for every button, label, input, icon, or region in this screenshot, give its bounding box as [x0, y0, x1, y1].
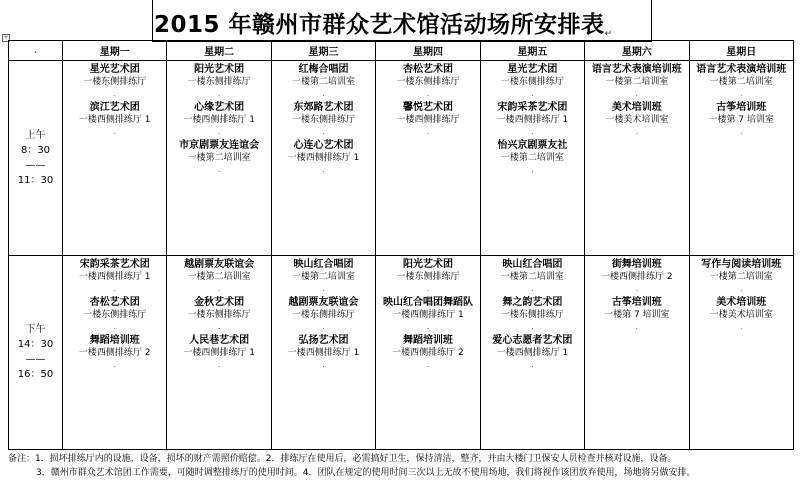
paragraph-mark: . [531, 359, 534, 369]
schedule-entry [481, 63, 584, 99]
schedule-entry [167, 296, 270, 332]
paragraph-mark: . [217, 359, 221, 369]
period-dash: —— [25, 159, 46, 171]
schedule-entry [63, 258, 166, 294]
paragraph-mark: . [531, 127, 534, 136]
header-row [9, 41, 794, 61]
group-name: 古筝培训班 [716, 102, 767, 113]
room-name: 一楼西侧排练厅 1 [287, 347, 360, 358]
page-title-text: 2015 年赣州市群众艺术馆活动场所安排表 [154, 12, 605, 38]
schedule-cell [689, 61, 793, 256]
paragraph-mark: . [739, 283, 743, 293]
day-header-mon: 星期一 [63, 41, 167, 61]
schedule-entry [585, 101, 688, 137]
schedule-entry [585, 63, 688, 99]
group-name: 舞蹈培训班 [89, 334, 140, 346]
schedule-cell [167, 61, 271, 256]
group-name: 滨江艺术团 [89, 102, 140, 113]
period-label: 上午 [25, 129, 46, 141]
schedule-entry [481, 101, 584, 137]
room-name: 一楼第二培训室 [500, 271, 564, 282]
room-name: 一楼西侧排练厅 1 [287, 153, 360, 163]
group-name: 心缘艺术团 [194, 102, 245, 113]
room-name: 一楼东侧排练厅 [83, 309, 147, 320]
room-name: 一楼西侧排练厅 1 [496, 115, 569, 125]
schedule-entry [376, 296, 479, 332]
room-name: 一楼西侧排练厅 1 [78, 115, 151, 125]
page-title [154, 6, 654, 39]
paragraph-mark: . [635, 283, 639, 293]
paragraph-mark: . [531, 321, 534, 331]
notes-line-2: 3．赣州市群众艺术馆团工作需要，可随时调整排练厅的使用时间。4．团队在规定的使用时间三次以上无故不使用场地，我们将视作该团放弃使用，场地将另做安排。 [36, 468, 696, 478]
room-name: 一楼第 7 培训室 [604, 309, 670, 320]
group-name: 心连心艺术团 [293, 140, 354, 151]
group-name: 弘扬艺术团 [298, 334, 349, 346]
schedule-entry [63, 63, 166, 99]
schedule-entry [376, 63, 479, 99]
group-name: 宋韵采茶艺术团 [79, 258, 150, 270]
group-name: 杏松艺术团 [402, 64, 453, 75]
afternoon-row [9, 255, 794, 450]
schedule-entry [690, 101, 793, 137]
group-name: 映山红合唱团 [293, 258, 354, 270]
schedule-cell [167, 255, 271, 450]
group-name: 古筝培训班 [611, 296, 662, 308]
paragraph-mark: . [113, 321, 116, 331]
schedule-entry [167, 139, 270, 175]
group-name: 金秋艺术团 [194, 296, 245, 308]
period-cell [9, 255, 63, 450]
paragraph-mark: . [739, 127, 743, 136]
period-time-end: 16：50 [17, 369, 54, 381]
room-name: 一楼西侧排练厅 2 [392, 347, 464, 358]
group-name: 越剧票友联谊会 [288, 296, 359, 308]
paragraph-mark: . [739, 321, 743, 331]
paragraph-mark: . [217, 165, 221, 174]
schedule-entry [272, 334, 375, 370]
room-name: 一楼东侧排练厅 [292, 115, 356, 125]
paragraph-mark: . [322, 359, 325, 369]
room-name: 一楼美术培训室 [605, 115, 669, 125]
group-name: 阳光艺术团 [194, 64, 245, 75]
schedule-entry [272, 296, 375, 332]
room-name: 一楼第二培训室 [709, 77, 773, 87]
corner-cell: . [9, 41, 63, 61]
day-header-tue: 星期二 [167, 41, 271, 61]
schedule-entry [63, 334, 166, 370]
room-name: 一楼西侧排练厅 1 [392, 309, 464, 320]
group-name: 星光艺术团 [507, 64, 558, 75]
paragraph-mark: . [426, 127, 430, 136]
room-name: 一楼西侧排练厅 [396, 115, 460, 125]
day-header-fri: 星期五 [480, 41, 584, 61]
schedule-entry [376, 258, 479, 294]
period-time-end: 11：30 [17, 174, 54, 186]
notes-line-1: 备注：1．损坏排练厅内的设施，设备，损坏的财产需照价赔偿。2．排练厅在使用后，必需搞好卫生，保持清洁，整齐，并由大楼门卫保安人员检查并核对设施，设备。 [8, 454, 677, 464]
room-name: 一楼第二培训室 [292, 77, 356, 87]
day-header-sat: 星期六 [585, 41, 689, 61]
period-time-start: 8：30 [20, 144, 51, 156]
day-header-thu: 星期四 [376, 41, 480, 61]
schedule-entry [376, 334, 479, 370]
schedule-entry [272, 139, 375, 175]
period-time-start: 14：30 [17, 339, 54, 351]
room-name: 一楼西侧排练厅 2 [78, 347, 151, 358]
schedule-cell [271, 255, 375, 450]
schedule-entry [481, 334, 584, 370]
schedule-cell [689, 255, 793, 450]
schedule-entry [481, 258, 584, 294]
room-name: 一楼东侧排练厅 [396, 77, 460, 87]
schedule-entry [481, 296, 584, 332]
room-name: 一楼西侧排练厅 1 [78, 271, 151, 282]
room-name: 一楼第二培训室 [187, 153, 251, 163]
paragraph-mark: . [635, 127, 639, 136]
room-name: 一楼第 7 培训室 [708, 115, 774, 125]
paragraph-mark: . [635, 89, 639, 98]
schedule-table [8, 40, 794, 450]
group-name: 美术培训班 [611, 102, 662, 113]
schedule-entry [167, 101, 270, 137]
group-name: 语言艺术表演培训班 [696, 64, 787, 75]
paragraph-mark: . [217, 321, 221, 331]
group-name: 红梅合唱团 [298, 64, 349, 75]
room-name: 一楼东侧排练厅 [187, 77, 251, 87]
paragraph-mark: . [739, 89, 743, 98]
paragraph-mark: . [217, 283, 221, 293]
room-name: 一楼美术培训室 [709, 309, 773, 320]
group-name: 美术培训班 [716, 296, 767, 308]
group-name: 映山红合唱团舞蹈队 [382, 296, 473, 308]
group-name: 爱心志愿者艺术团 [492, 334, 573, 346]
paragraph-mark: . [113, 127, 116, 136]
schedule-entry [167, 63, 270, 99]
schedule-cell [480, 255, 584, 450]
room-name: 一楼西侧排练厅 1 [496, 347, 569, 358]
move-handle-icon[interactable]: + [3, 34, 9, 41]
group-name: 阳光艺术团 [402, 258, 453, 270]
paragraph-mark: . [113, 359, 116, 369]
paragraph-mark: . [322, 165, 325, 174]
room-name: 一楼第二培训室 [709, 271, 773, 282]
group-name: 舞之韵艺术团 [502, 296, 563, 308]
room-name: 一楼东侧排练厅 [500, 77, 564, 87]
schedule-cell [480, 61, 584, 256]
schedule-entry [63, 296, 166, 332]
paragraph-mark: . [322, 127, 325, 136]
schedule-cell [271, 61, 375, 256]
paragraph-mark: . [113, 283, 116, 293]
schedule-entry [167, 334, 270, 370]
period-cell [9, 61, 63, 256]
group-name: 怡兴京剧票友社 [497, 140, 568, 151]
paragraph-mark: . [322, 89, 325, 98]
room-name: 一楼西侧排练厅 1 [183, 347, 255, 358]
group-name: 东郊路艺术团 [293, 102, 354, 113]
schedule-cell [376, 255, 480, 450]
paragraph-mark: . [426, 321, 430, 331]
schedule-entry [690, 63, 793, 99]
schedule-entry [376, 101, 479, 137]
paragraph-mark-icon: ↵ [604, 29, 613, 39]
schedule-cell [585, 255, 689, 450]
paragraph-mark: . [322, 283, 325, 293]
schedule-entry [690, 258, 793, 294]
paragraph-mark: . [531, 165, 534, 174]
room-name: 一楼东侧排练厅 [83, 77, 147, 87]
period-dash: —— [25, 354, 46, 366]
schedule-entry [585, 258, 688, 294]
day-header-wed: 星期三 [271, 41, 375, 61]
room-name: 一楼东侧排练厅 [396, 271, 460, 282]
schedule-entry [585, 296, 688, 332]
room-name: 一楼第二培训室 [187, 271, 251, 282]
paragraph-mark: . [426, 283, 430, 293]
notes [8, 452, 796, 480]
schedule-cell [585, 61, 689, 256]
paragraph-mark: . [531, 283, 534, 293]
group-name: 映山红合唱团 [502, 258, 563, 270]
schedule-entry [272, 258, 375, 294]
schedule-entry [481, 139, 584, 175]
paragraph-mark: . [322, 321, 325, 331]
group-name: 市京剧票友连谊会 [179, 140, 260, 151]
group-name: 宋韵采茶艺术团 [497, 102, 568, 113]
group-name: 写作与阅读培训班 [701, 258, 782, 270]
day-header-sun: 星期日 [689, 41, 793, 61]
schedule-entry [690, 296, 793, 332]
schedule-entry [272, 63, 375, 99]
group-name: 杏松艺术团 [89, 296, 140, 308]
room-name: 一楼西侧排练厅 2 [601, 271, 673, 282]
schedule-cell [63, 61, 167, 256]
group-name: 越剧票友联谊会 [184, 258, 255, 270]
group-name: 星光艺术团 [89, 64, 140, 75]
schedule-cell [63, 255, 167, 450]
room-name: 一楼东侧排练厅 [187, 309, 251, 320]
room-name: 一楼第二培训室 [605, 77, 669, 87]
paragraph-mark: . [426, 89, 430, 98]
room-name: 一楼第二培训室 [292, 271, 356, 282]
room-name: 一楼东侧排练厅 [500, 309, 564, 320]
room-name: 一楼第二培训室 [500, 153, 564, 163]
schedule-entry [167, 258, 270, 294]
paragraph-mark: . [426, 359, 430, 369]
room-name: 一楼西侧排练厅 1 [183, 115, 255, 125]
schedule-entry [272, 101, 375, 137]
group-name: 舞蹈培训班 [402, 334, 453, 346]
period-label: 下午 [25, 324, 46, 336]
paragraph-mark: . [113, 89, 116, 98]
group-name: 语言艺术表演培训班 [591, 64, 682, 75]
paragraph-mark: . [531, 89, 534, 98]
group-name: 馨悦艺术团 [402, 102, 453, 113]
group-name: 街舞培训班 [611, 258, 662, 270]
room-name: 一楼东侧排练厅 [292, 309, 356, 320]
paragraph-mark: . [635, 321, 639, 331]
paragraph-mark: . [217, 127, 221, 136]
paragraph-mark: . [217, 89, 221, 98]
morning-row [9, 61, 794, 256]
group-name: 人民巷艺术团 [189, 334, 250, 346]
schedule-cell [376, 61, 480, 256]
schedule-entry [63, 101, 166, 137]
